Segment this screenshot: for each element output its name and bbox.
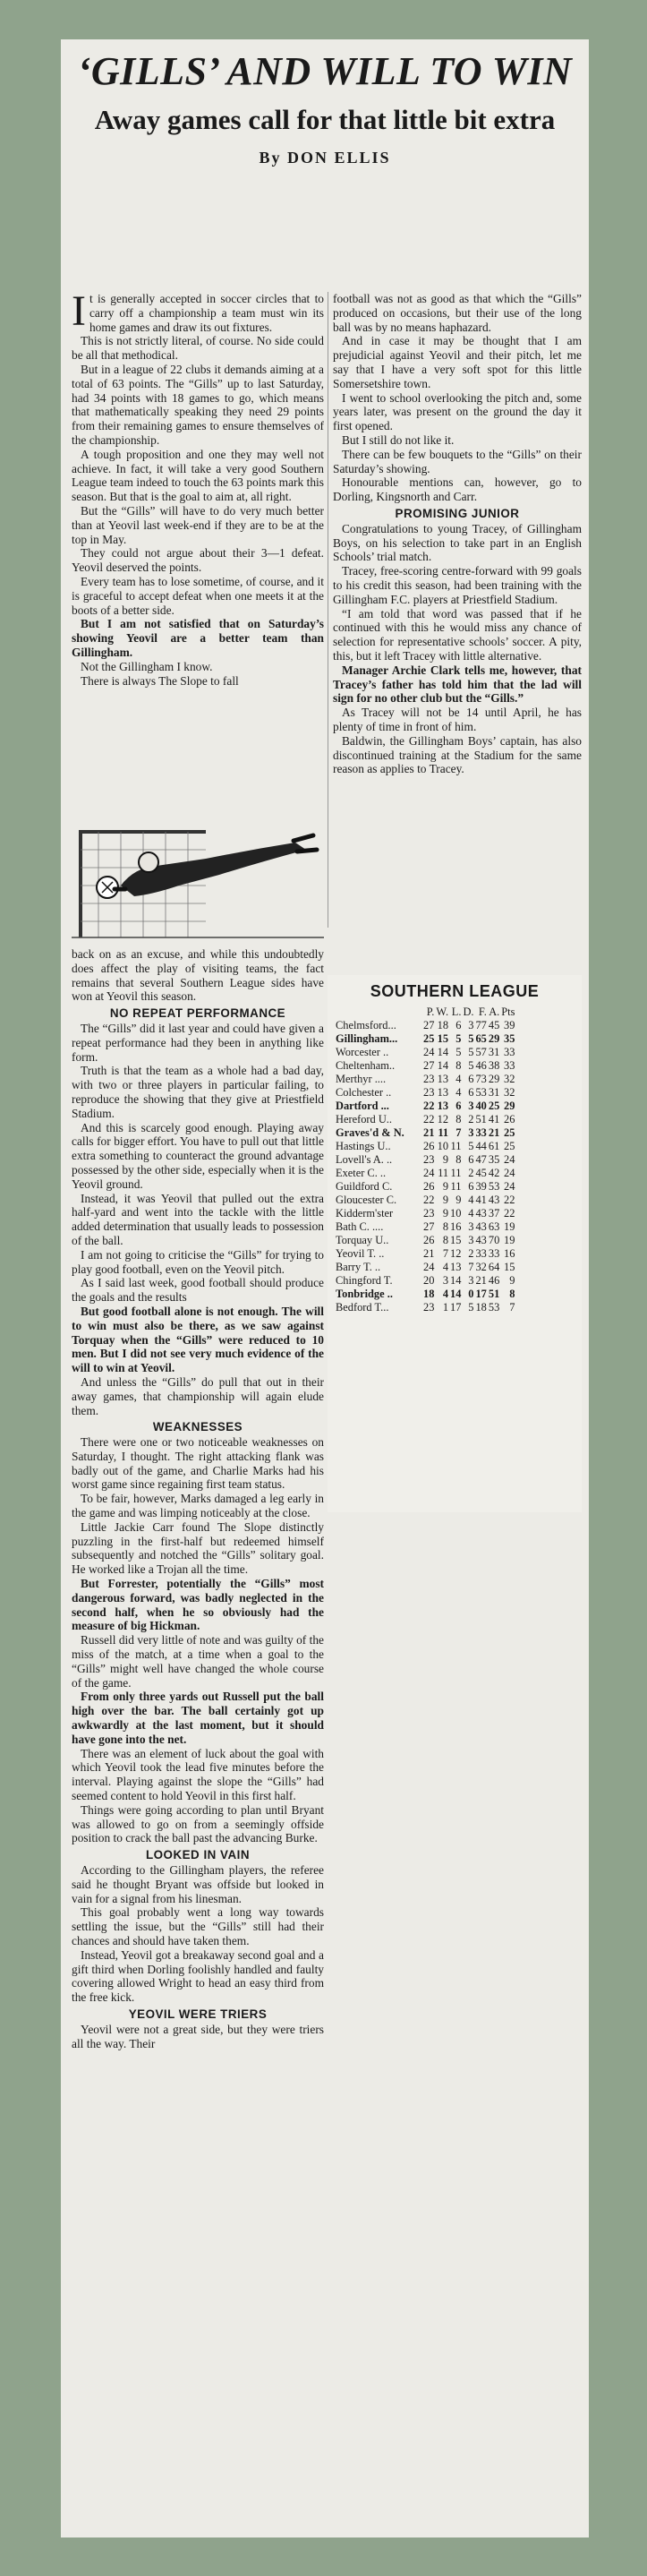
stat-cell: 15 xyxy=(504,1261,515,1273)
paragraph: Russell did very little of note and was guilty of the miss of the match, at a time when a goal to the “Gills” might well have changed the whole course of the game. xyxy=(72,1633,324,1690)
section-heading: WEAKNESSES xyxy=(152,1420,243,1434)
stat-cell: 11 xyxy=(438,1126,449,1139)
stat-cell: 38 xyxy=(488,1059,500,1072)
stat-cell: 53 xyxy=(475,1086,487,1099)
stat-cell: 33 xyxy=(504,1046,515,1058)
stat-cell: 25 xyxy=(504,1140,515,1152)
league-row xyxy=(335,1059,515,1073)
stat-cell: 25 xyxy=(488,1100,500,1112)
league-standings xyxy=(335,1006,515,1314)
stat-cell: 32 xyxy=(504,1086,515,1099)
stat-cell: 70 xyxy=(488,1234,500,1246)
league-row xyxy=(335,1100,515,1113)
stat-cell: 15 xyxy=(450,1234,462,1246)
stat-cell: 5 xyxy=(468,1301,474,1314)
stat-cell: 27 xyxy=(423,1059,435,1072)
league-row xyxy=(335,1194,515,1207)
stat-cell: 25 xyxy=(423,1032,435,1045)
stat-cell: 46 xyxy=(475,1059,487,1072)
stat-cell: 5 xyxy=(468,1059,474,1072)
league-row xyxy=(335,1140,515,1153)
stat-cell: 27 xyxy=(423,1220,435,1233)
stat-cell: 5 xyxy=(455,1032,462,1045)
stat-cell: 46 xyxy=(488,1274,500,1287)
stat-cell: 2 xyxy=(468,1247,474,1260)
stat-cell: 24 xyxy=(504,1180,515,1193)
stat-cell: 9 xyxy=(509,1274,515,1287)
paragraph: From only three yards out Russell put the ball high over the bar. The ball certainly got up awkwardly at the last moment, but it should have gone into the net. xyxy=(72,1690,324,1746)
team-name: Kidderm'ster xyxy=(336,1207,394,1220)
stat-cell: 16 xyxy=(450,1220,462,1233)
stat-cell: 51 xyxy=(488,1288,500,1300)
stat-cell: 5 xyxy=(468,1032,474,1045)
stat-cell: 14 xyxy=(437,1046,449,1058)
stat-cell: 73 xyxy=(475,1073,487,1085)
stat-cell: 26 xyxy=(504,1113,515,1125)
article-column-left-top xyxy=(72,287,324,688)
league-column-header: Pts xyxy=(501,1006,515,1018)
stat-cell: 9 xyxy=(455,1194,462,1206)
stat-cell: 5 xyxy=(468,1046,474,1058)
paragraph: There were one or two noticeable weaknesses on Saturday, I thought. The right attacking flank was badly out of the game, and Charlie Marks had his worst game since regaining first team status. xyxy=(72,1435,324,1492)
stat-cell: 33 xyxy=(475,1126,487,1139)
paragraph: But in a league of 22 clubs it demands aiming at a total of 63 points. The “Gills” up to last Saturday, had 34 points with 18 games to go, which means that mathematically speaking they need 29 points from their remaining games to ensure themselves of the championship. xyxy=(72,362,324,447)
paragraph: Instead, it was Yeovil that pulled out the extra half-yard and went into the tackle with the little added determination that usually leads to possession of the ball. xyxy=(72,1191,324,1247)
stat-cell: 9 xyxy=(442,1153,449,1166)
stat-cell: 6 xyxy=(468,1153,474,1166)
league-column-header: D. xyxy=(463,1006,474,1018)
stat-cell: 5 xyxy=(468,1140,474,1152)
stat-cell: 3 xyxy=(442,1274,449,1287)
stat-cell: 8 xyxy=(509,1288,515,1300)
stat-cell: 24 xyxy=(504,1153,515,1166)
team-name: Bath C. .... xyxy=(336,1220,384,1233)
stat-cell: 7 xyxy=(468,1261,474,1273)
stat-cell: 21 xyxy=(423,1247,435,1260)
stat-cell: 40 xyxy=(475,1100,487,1112)
paragraph: And in case it may be thought that I am prejudicial against Yeovil and their pitch, let me say that I have a very soft spot for this little Somersetshire town. xyxy=(333,334,582,390)
stat-cell: 27 xyxy=(423,1019,435,1031)
stat-cell: 43 xyxy=(475,1220,487,1233)
paragraph: It is generally accepted in soccer circles that to carry off a championship a team must win its home games and draw its out fixtures. xyxy=(72,287,324,335)
stat-cell: 41 xyxy=(475,1194,487,1206)
paragraph: Congratulations to young Tracey, of Gillingham Boys, on his selection to take part in an English Schools’ trial match. xyxy=(333,521,582,564)
stat-cell: 8 xyxy=(455,1153,462,1166)
league-row xyxy=(335,1180,515,1194)
team-name: Dartford ... xyxy=(336,1100,389,1112)
article-column-right xyxy=(333,292,582,776)
stat-cell: 3 xyxy=(468,1126,474,1139)
stat-cell: 32 xyxy=(504,1073,515,1085)
team-name: Barry T. .. xyxy=(336,1261,381,1273)
paragraph: They could not argue about their 3—1 defeat. Yeovil deserved the points. xyxy=(72,546,324,575)
stat-cell: 24 xyxy=(423,1046,435,1058)
stat-cell: 3 xyxy=(468,1019,474,1031)
paragraph: football was not as good as that which the “Gills” produced on occasions, but their use of the long ball was by no means haphazard. xyxy=(333,292,582,334)
stat-cell: 24 xyxy=(504,1167,515,1179)
stat-cell: 26 xyxy=(423,1180,435,1193)
subheadline: Away games call for that little bit extra xyxy=(94,104,556,135)
stat-cell: 3 xyxy=(468,1100,474,1112)
stat-cell: 5 xyxy=(455,1046,462,1058)
team-name: Yeovil T. .. xyxy=(336,1247,385,1260)
stat-cell: 29 xyxy=(488,1073,500,1085)
stat-cell: 6 xyxy=(455,1019,462,1031)
paragraph: This goal probably went a long way towards settling the issue, but the “Gills” still had their chances and should have taken them. xyxy=(72,1905,324,1947)
league-table-header xyxy=(335,1006,515,1019)
paragraph: Truth is that the team as a whole had a bad day, with two or three players in particular failing, to reproduce the showing that they give at Priestfield Stadium. xyxy=(72,1064,324,1120)
stat-cell: 65 xyxy=(475,1032,487,1045)
stat-cell: 41 xyxy=(488,1113,500,1125)
paragraph: Things were going according to plan until Bryant was allowed to go on from a seemingly offside position to crack the ball past the advancing Burke. xyxy=(72,1802,324,1845)
stat-cell: 6 xyxy=(455,1100,462,1112)
drop-cap: I xyxy=(72,287,86,335)
paragraph: But I am not satisfied that on Saturday’s showing Yeovil are a better team than Gillingham. xyxy=(72,617,324,659)
stat-cell: 9 xyxy=(442,1194,449,1206)
stat-cell: 26 xyxy=(423,1140,435,1152)
section-heading: NO REPEAT PERFORMANCE xyxy=(109,1006,286,1021)
stat-cell: 17 xyxy=(450,1301,462,1314)
team-name: Hereford U.. xyxy=(336,1113,392,1125)
stat-cell: 22 xyxy=(423,1113,435,1125)
paragraph: A tough proposition and one they may well not achieve. In fact, it will take a very good Southern League team indeed to touch the 63 points mark this season. But that is the goal to aim at, all right. xyxy=(72,447,324,504)
paragraph: But the “Gills” will have to do very much better than at Yeovil last week-end if they are to be at the top in May. xyxy=(72,503,324,546)
stat-cell: 21 xyxy=(475,1274,487,1287)
league-row xyxy=(335,1274,515,1288)
team-name: Tonbridge .. xyxy=(336,1288,393,1300)
paragraph: And unless the “Gills” do pull that out in their away games, that championship will again elude them. xyxy=(72,1374,324,1417)
stat-cell: 39 xyxy=(475,1180,487,1193)
stat-cell: 18 xyxy=(475,1301,487,1314)
stat-cell: 7 xyxy=(509,1301,515,1314)
league-row xyxy=(335,1086,515,1100)
stat-cell: 3 xyxy=(468,1274,474,1287)
stat-cell: 20 xyxy=(423,1274,435,1287)
league-table-title: SOUTHERN LEAGUE xyxy=(370,982,540,1000)
stat-cell: 32 xyxy=(475,1261,487,1273)
team-name: Gloucester C. xyxy=(336,1194,397,1206)
team-name: Worcester .. xyxy=(336,1046,389,1058)
stat-cell: 11 xyxy=(438,1167,449,1179)
paragraph: There is always The Slope to fall xyxy=(81,673,239,688)
stat-cell: 3 xyxy=(468,1220,474,1233)
stat-cell: 24 xyxy=(423,1261,435,1273)
stat-cell: 22 xyxy=(423,1100,435,1112)
headline: ‘GILLS’ AND WILL TO WIN xyxy=(77,49,573,93)
team-name: Merthyr .... xyxy=(336,1073,387,1085)
league-row xyxy=(335,1220,515,1234)
stat-cell: 43 xyxy=(475,1207,487,1220)
stat-cell: 23 xyxy=(423,1073,435,1085)
newspaper-clipping xyxy=(61,39,589,2537)
stat-cell: 9 xyxy=(442,1207,449,1220)
league-row xyxy=(335,1167,515,1180)
stat-cell: 22 xyxy=(504,1207,515,1220)
league-row xyxy=(335,1073,515,1086)
stat-cell: 15 xyxy=(437,1032,449,1045)
southern-league-table xyxy=(328,975,582,1512)
stat-cell: 4 xyxy=(442,1261,449,1273)
stat-cell: 57 xyxy=(475,1046,487,1058)
stat-cell: 2 xyxy=(468,1113,474,1125)
stat-cell: 13 xyxy=(437,1073,449,1085)
league-row xyxy=(335,1234,515,1247)
league-row xyxy=(335,1019,515,1032)
stat-cell: 1 xyxy=(442,1301,449,1314)
paragraph: I am not going to criticise the “Gills” for trying to play good football, even on the Yeovil pitch. xyxy=(72,1247,324,1276)
league-row xyxy=(335,1046,515,1059)
league-column-header: A. xyxy=(489,1006,500,1018)
league-row xyxy=(335,1261,515,1274)
stat-cell: 6 xyxy=(468,1073,474,1085)
team-name: Lovell's A. .. xyxy=(336,1153,393,1166)
stat-cell: 43 xyxy=(488,1194,500,1206)
paragraph: Instead, Yeovil got a breakaway second goal and a gift third when Dorling foolishly handled and faulty covering allowed Wright to head an easy third from the free kick. xyxy=(72,1947,324,2005)
paragraph: There was an element of luck about the goal with which Yeovil took the lead five minutes before the interval. Playing against the slope the “Gills” had seemed content to hold Yeovil in this first half. xyxy=(72,1746,324,1803)
paragraph: Honourable mentions can, however, go to Dorling, Kingsnorth and Carr. xyxy=(333,475,582,504)
stat-cell: 19 xyxy=(504,1220,515,1233)
league-row xyxy=(335,1207,515,1220)
stat-cell: 2 xyxy=(468,1167,474,1179)
stat-cell: 11 xyxy=(450,1167,462,1179)
stat-cell: 8 xyxy=(442,1234,449,1246)
paragraph: Tracey, free-scoring centre-forward with 99 goals to his credit this season, had been training with the Gillingham F.C. players at Priestfield Stadium. xyxy=(333,564,582,606)
stat-cell: 13 xyxy=(437,1100,449,1112)
stat-cell: 22 xyxy=(504,1194,515,1206)
stat-cell: 53 xyxy=(488,1180,500,1193)
stat-cell: 12 xyxy=(450,1247,462,1260)
stat-cell: 53 xyxy=(488,1301,500,1314)
paragraph: Manager Archie Clark tells me, however, that Tracey’s father has told him that the lad will sign for no other club but the “Gills.” xyxy=(333,663,582,706)
stat-cell: 18 xyxy=(437,1019,449,1031)
stat-cell: 18 xyxy=(423,1288,435,1300)
league-row xyxy=(335,1288,515,1301)
stat-cell: 8 xyxy=(442,1220,449,1233)
stat-cell: 14 xyxy=(437,1059,449,1072)
league-column-header: L. xyxy=(451,1006,462,1018)
paragraph: Not the Gillingham I know. xyxy=(81,659,213,673)
section-heading: YEOVIL WERE TRIERS xyxy=(128,2007,268,2021)
stat-cell: 13 xyxy=(450,1261,462,1273)
stat-cell: 23 xyxy=(423,1153,435,1166)
stat-cell: 23 xyxy=(423,1301,435,1314)
stat-cell: 6 xyxy=(468,1180,474,1193)
league-row xyxy=(335,1126,515,1140)
stat-cell: 45 xyxy=(488,1019,500,1031)
stat-cell: 13 xyxy=(437,1086,449,1099)
stat-cell: 19 xyxy=(504,1234,515,1246)
stat-cell: 4 xyxy=(455,1086,462,1099)
stat-cell: 35 xyxy=(488,1153,500,1166)
stat-cell: 7 xyxy=(442,1247,449,1260)
stat-cell: 24 xyxy=(423,1167,435,1179)
league-column-header: F. xyxy=(478,1006,487,1018)
stat-cell: 51 xyxy=(475,1113,487,1125)
stat-cell: 61 xyxy=(488,1140,500,1152)
paragraph: But Forrester, potentially the “Gills” most dangerous forward, was badly neglected in the second half, when he so obviously had the measure of big Hickman. xyxy=(72,1577,324,1633)
stat-cell: 43 xyxy=(475,1234,487,1246)
league-row xyxy=(335,1301,515,1314)
paragraph: I went to school overlooking the pitch and, some years later, was present on the ground the day it first opened. xyxy=(333,390,582,433)
paragraph: Baldwin, the Gillingham Boys’ captain, has also discontinued training at the Stadium for the same reason as applies to Tracey. xyxy=(333,733,582,776)
stat-cell: 45 xyxy=(475,1167,487,1179)
stat-cell: 14 xyxy=(450,1288,462,1300)
paragraph: The “Gills” did it last year and could have given a repeat performance had they been in anything like form. xyxy=(72,1021,324,1064)
stat-cell: 47 xyxy=(475,1153,487,1166)
stat-cell: 42 xyxy=(488,1167,500,1179)
stat-cell: 11 xyxy=(450,1140,462,1152)
paragraph: Every team has to lose sometime, of course, and it is graceful to accept defeat when one meets it at the boots of a better side. xyxy=(72,574,324,617)
stat-cell: 23 xyxy=(423,1086,435,1099)
paragraph: As I said last week, good football should produce the goals and the results xyxy=(72,1276,324,1305)
stat-cell: 4 xyxy=(468,1207,474,1220)
team-name: Guildford C. xyxy=(336,1180,393,1193)
team-name: Torquay U.. xyxy=(336,1234,389,1246)
paragraph: And this is scarcely good enough. Playing away calls for bigger effort. You have to pull out that little extra something to counteract the ground advantage possessed by the other side, especially when it is the Yeovil ground. xyxy=(72,1120,324,1191)
stat-cell: 33 xyxy=(488,1247,500,1260)
team-name: Exeter C. .. xyxy=(336,1167,387,1179)
stat-cell: 77 xyxy=(475,1019,487,1031)
league-row xyxy=(335,1032,515,1046)
stat-cell: 35 xyxy=(504,1032,515,1045)
team-name: Bedford T... xyxy=(336,1301,389,1314)
stat-cell: 22 xyxy=(423,1194,435,1206)
paragraph: Yeovil were not a great side, but they were triers all the way. Their xyxy=(72,2022,324,2050)
stat-cell: 25 xyxy=(504,1126,515,1139)
stat-cell: 4 xyxy=(468,1194,474,1206)
paragraph: As Tracey will not be 14 until April, he has plenty of time in front of him. xyxy=(333,706,582,733)
team-name: Chingford T. xyxy=(336,1274,393,1287)
stat-cell: 0 xyxy=(468,1288,474,1300)
league-column-header: W. xyxy=(436,1006,449,1018)
league-row xyxy=(335,1113,515,1126)
team-name: Gillingham... xyxy=(336,1032,398,1045)
stat-cell: 10 xyxy=(450,1207,462,1220)
goalkeeper-diving-illustration xyxy=(72,823,324,941)
paragraph: But good football alone is not enough. The will to win must also be there, as we saw against Torquay when the “Gills” were reduced to 10 men. But I did not see very much evidence of the will to win at Yeovil. xyxy=(72,1304,324,1375)
stat-cell: 64 xyxy=(488,1261,500,1273)
stat-cell: 31 xyxy=(488,1046,500,1058)
stat-cell: 4 xyxy=(455,1073,462,1085)
paragraph: But I still do not like it. xyxy=(342,432,455,447)
stat-cell: 12 xyxy=(437,1113,449,1125)
stat-cell: 3 xyxy=(468,1234,474,1246)
paragraph: According to the Gillingham players, the referee said he thought Bryant was offside but looked in vain for a signal from his linesman. xyxy=(72,1863,324,1905)
league-column-header: P. xyxy=(426,1006,435,1018)
stat-cell: 26 xyxy=(423,1234,435,1246)
stat-cell: 6 xyxy=(468,1086,474,1099)
stat-cell: 39 xyxy=(504,1019,515,1031)
stat-cell: 14 xyxy=(450,1274,462,1287)
stat-cell: 33 xyxy=(504,1059,515,1072)
stat-cell: 9 xyxy=(442,1180,449,1193)
section-heading: LOOKED IN VAIN xyxy=(145,1848,251,1862)
stat-cell: 10 xyxy=(437,1140,449,1152)
league-row xyxy=(335,1247,515,1261)
team-name: Cheltenham.. xyxy=(336,1059,396,1072)
stat-cell: 33 xyxy=(475,1247,487,1260)
stat-cell: 8 xyxy=(455,1059,462,1072)
article-column-left-bottom xyxy=(72,947,324,2050)
stat-cell: 8 xyxy=(455,1113,462,1125)
stat-cell: 37 xyxy=(488,1207,500,1220)
paragraph: There can be few bouquets to the “Gills” on their Saturday’s showing. xyxy=(333,447,582,475)
stat-cell: 29 xyxy=(488,1032,500,1045)
stat-cell: 4 xyxy=(442,1288,449,1300)
team-name: Chelmsford... xyxy=(336,1019,396,1031)
section-heading: PROMISING JUNIOR xyxy=(395,506,520,520)
paragraph: To be fair, however, Marks damaged a leg early in the game and was limping noticeably at the close. xyxy=(72,1492,324,1520)
stat-cell: 23 xyxy=(423,1207,435,1220)
team-name: Hastings U.. xyxy=(336,1140,391,1152)
paragraph: back on as an excuse, and while this undoubtedly does affect the play of visiting teams, the fact remains that several Southern League sides have won at Yeovil this season. xyxy=(72,947,324,1004)
byline: By DON ELLIS xyxy=(259,149,391,167)
stat-cell: 31 xyxy=(488,1086,500,1099)
stat-cell: 11 xyxy=(450,1180,462,1193)
paragraph: Little Jackie Carr found The Slope distinctly puzzling in the first-half but redeemed himself subsequently and notched the “Gills” solitary goal. He worked like a Trojan all the time. xyxy=(72,1519,324,1577)
paragraph: This is not strictly literal, of course. No side could be all that methodical. xyxy=(72,334,324,363)
stat-cell: 21 xyxy=(488,1126,500,1139)
stat-cell: 7 xyxy=(455,1126,462,1139)
stat-cell: 21 xyxy=(423,1126,435,1139)
paragraph: “I am told that word was passed that if he continued with this he would miss any chance of selection for representative schools’ soccer. A pity, this, but it left Tracey with little alternative. xyxy=(333,606,582,663)
stat-cell: 44 xyxy=(475,1140,487,1152)
stat-cell: 16 xyxy=(504,1247,515,1260)
team-name: Colchester .. xyxy=(336,1086,392,1099)
stat-cell: 63 xyxy=(488,1220,500,1233)
league-row xyxy=(335,1153,515,1167)
team-name: Graves'd & N. xyxy=(336,1126,404,1139)
stat-cell: 29 xyxy=(504,1100,515,1112)
stat-cell: 17 xyxy=(475,1288,487,1300)
